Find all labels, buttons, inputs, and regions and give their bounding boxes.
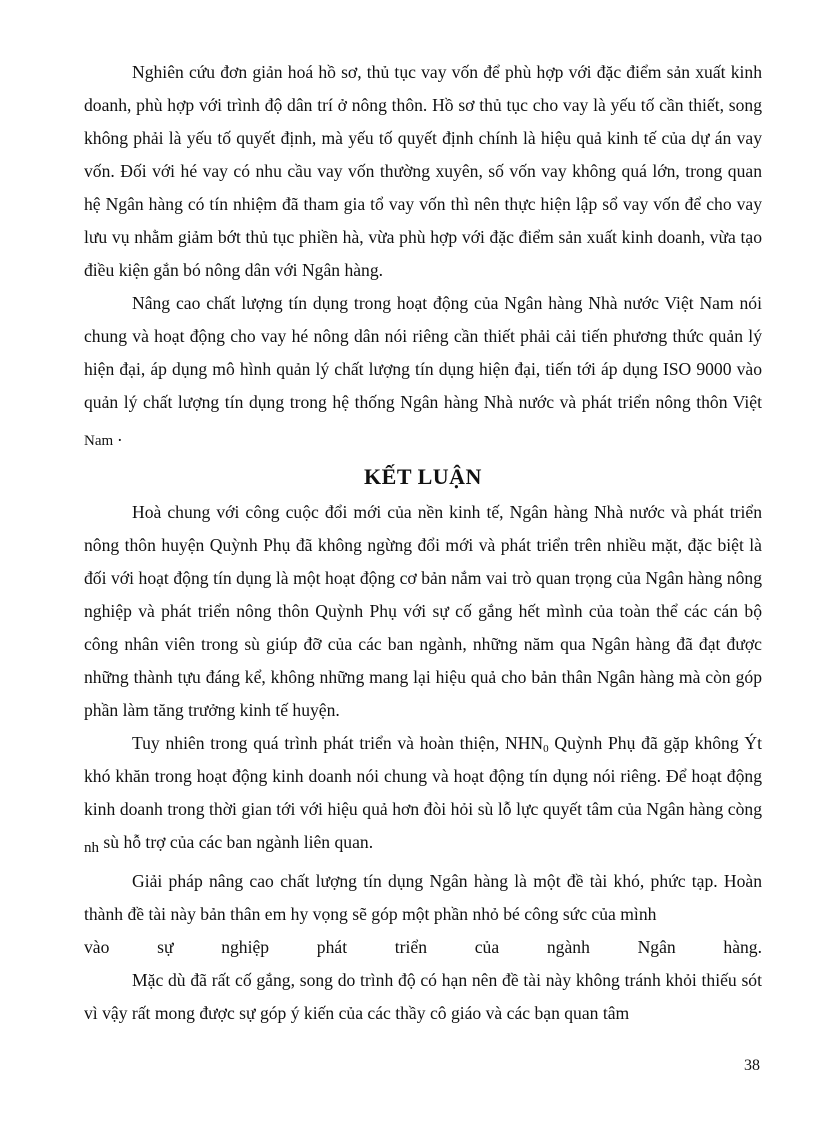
paragraph-solution: Giải pháp nâng cao chất lượng tín dụng Ngân hàng là một đề tài khó, phức tạp. Hoàn thành đề tài này bản thân em hy vọng sẽ góp một phần nhỏ bé công sức của mình — [84, 871, 762, 924]
paragraph-solution-continued: vào sự nghiệp phát triển của ngành Ngân hàng. — [84, 937, 762, 957]
section-heading: KẾT LUẬN — [364, 464, 482, 489]
page-number: 38 — [744, 1057, 760, 1074]
paragraph-acknowledgement: Mặc dù đã rất cố gắng, song do trình độ có hạn nên đề tài này không tránh khỏi thiếu sót vì vậy rất mong được sự góp ý kiến của các thầy cô giáo và các bạn quan tâm — [84, 970, 762, 1023]
paragraph-text: sù hỗ trợ của các ban ngành liên quan. — [99, 832, 374, 852]
paragraph-text: Tuy nhiên trong quá trình phát triển và hoàn thiện, NHN — [132, 733, 544, 753]
paragraph-conclusion-intro: Hoà chung với công cuộc đổi mới của nền kinh tế, Ngân hàng Nhà nước và phát triển nông thôn huyện Quỳnh Phụ đã không ngừng đổi mới và phát triển trên nhiều mặt, đặc biệt là đối với hoạt động tín dụng là một hoạt động cơ bản nắm vai trò quan trọng của Ngân hàng nông nghiệp và phát triển nông thôn Quỳnh Phụ với sự cố gắng hết mình của toàn thể các cán bộ công nhân viên trong sù giúp đỡ của các ban ngành, những năm qua Ngân hàng đã đạt được những thành tựu đáng kể, không những mang lại hiệu quả cho bản thân Ngân hàng mà còn góp phần làm tăng trưởng kinh tế huyện. — [84, 502, 762, 720]
low-text: Nam — [84, 433, 114, 449]
document-page — [84, 56, 762, 1030]
paragraph-difficulties — [84, 727, 762, 865]
low-text: nh — [84, 840, 99, 856]
paragraph-simplify-procedures: Nghiên cứu đơn giản hoá hồ sơ, thủ tục vay vốn để phù hợp với đặc điểm sản xuất kinh doanh, phù hợp với trình độ dân trí ở nông thôn. Hồ sơ thủ tục cho vay là yếu tố cần thiết, song không phải là yếu tố quyết định, mà yếu tố quyết định chính là hiệu quả kinh tế của dự án vay vốn. Đối với hé vay có nhu cầu vay vốn thường xuyên, số vốn vay không quá lớn, trong quan hệ Ngân hàng có tín nhiệm đã tham gia tổ vay vốn thì nên thực hiện lập sổ vay vốn để cho vay lưu vụ nhằm giảm bớt thủ tục phiền hà, vừa phù hợp với đặc điểm sản xuất kinh doanh, vừa tạo điều kiện gắn bó nông dân với Ngân hàng. — [84, 62, 762, 280]
paragraph-text: Quỳnh Phụ đã gặp không Ýt khó khăn trong hoạt động kinh doanh nói chung và hoạt động tín dụng nói riêng. Để hoạt động kinh doanh trong thời gian tới với hiệu quả hơn đòi hỏi sù lỗ lực quyết tâm của Ngân hàng còng — [84, 733, 762, 819]
subscript: 0 — [543, 743, 549, 755]
paragraph-text: Nâng cao chất lượng tín dụng trong hoạt động của Ngân hàng Nhà nước Việt Nam nói chung và hoạt động cho vay hé nông dân nói riêng cần thiết phải cải tiến phương thức quản lý hiện đại, áp dụng mô hình quản lý chất lượng tín dụng hiện đại, tiến tới áp dụng ISO 9000 vào quản lý chất lượng tín dụng trong hệ thống Ngân hàng Nhà nước và phát triển nông thôn Việt — [84, 293, 762, 412]
paragraph-credit-quality — [84, 287, 762, 458]
paragraph-end: . — [117, 425, 122, 445]
